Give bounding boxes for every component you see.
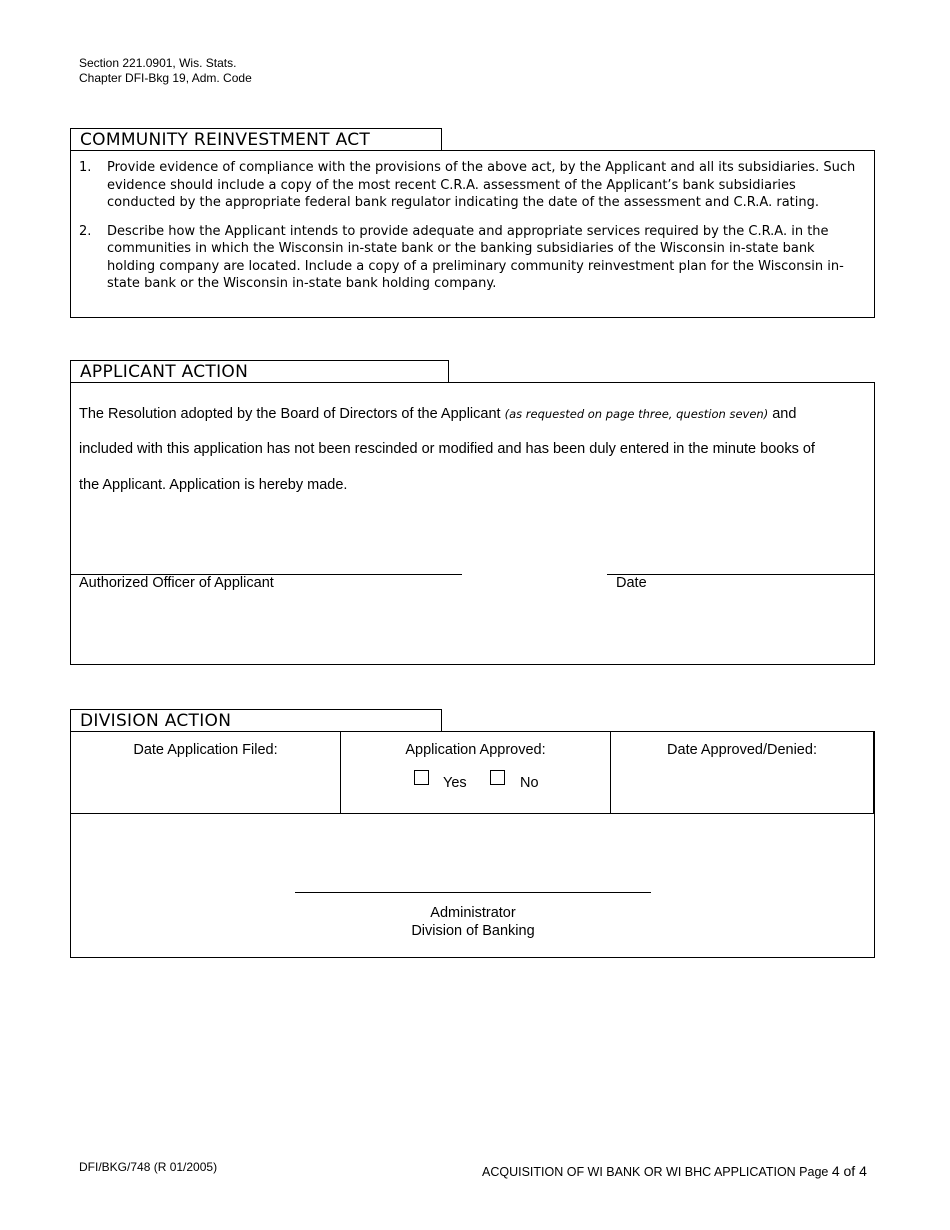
statute-line-2: Chapter DFI-Bkg 19, Adm. Code bbox=[79, 71, 252, 85]
item-number: 2. bbox=[79, 223, 92, 239]
statement-text: and bbox=[772, 406, 797, 422]
yes-label: Yes bbox=[443, 775, 467, 791]
approval-label: Application Approved: bbox=[405, 742, 546, 758]
statement-text: The Resolution adopted by the Board of Directors of the Applicant bbox=[79, 406, 501, 422]
date-filed-label: Date Application Filed: bbox=[133, 742, 278, 758]
date-signature-line[interactable] bbox=[607, 574, 875, 575]
no-checkbox[interactable] bbox=[490, 770, 505, 785]
statute-line-1: Section 221.0901, Wis. Stats. bbox=[79, 56, 237, 70]
applicant-statement-line-3: the Applicant. Application is hereby made. bbox=[79, 477, 348, 493]
officer-label: Authorized Officer of Applicant bbox=[79, 575, 274, 591]
item-text: Provide evidence of compliance with the provisions of the above act, by the Applicant and all its subsidiaries. Such evidence should include a copy of the most recent C.R.A. assessment of the Applicant’s bank subsidiaries conducted by the appropriate federal bank regulator indicating the date of the assessment and C.R.A. rating. bbox=[107, 160, 856, 210]
form-footer-title bbox=[482, 1163, 867, 1179]
applicant-action-title: APPLICANT ACTION bbox=[70, 360, 449, 383]
list-item bbox=[79, 223, 859, 293]
cra-section-title: COMMUNITY REINVESTMENT ACT bbox=[70, 128, 442, 151]
page-number: 4 of 4 bbox=[831, 1163, 867, 1179]
date-decided-cell[interactable] bbox=[611, 731, 874, 813]
division-action-title: DIVISION ACTION bbox=[70, 709, 442, 732]
administrator-block bbox=[295, 904, 651, 940]
list-item bbox=[79, 159, 859, 212]
date-filed-cell[interactable] bbox=[71, 731, 341, 813]
date-label: Date bbox=[616, 575, 647, 591]
applicant-statement-line-1 bbox=[79, 406, 869, 422]
item-text: Describe how the Applicant intends to provide adequate and appropriate services required by the C.R.A. in the communities in which the Wisconsin in-state bank or the banking subsidiaries of the Wisconsin in-state bank holding company are located. Include a copy of a preliminary community reinvestment plan for the Wisconsin in-state bank or the Wisconsin in-state bank holding company. bbox=[107, 223, 844, 291]
yes-checkbox[interactable] bbox=[414, 770, 429, 785]
item-number: 1. bbox=[79, 160, 92, 175]
date-decided-label: Date Approved/Denied: bbox=[667, 742, 817, 758]
applicant-action-box bbox=[70, 382, 875, 665]
administrator-title: Administrator bbox=[430, 905, 516, 921]
statute-reference bbox=[79, 56, 252, 86]
division-row-divider bbox=[70, 813, 875, 814]
applicant-statement-line-2: included with this application has not been rescinded or modified and has been duly entered in the minute books of bbox=[79, 441, 815, 457]
form-title: ACQUISITION OF WI BANK OR WI BHC APPLICATION Page bbox=[482, 1165, 829, 1179]
cra-requirements-list bbox=[79, 159, 859, 304]
form-id: DFI/BKG/748 (R 01/2005) bbox=[79, 1160, 218, 1174]
reference-note: (as requested on page three, question seven) bbox=[504, 407, 769, 421]
division-name: Division of Banking bbox=[411, 923, 535, 939]
approval-cell bbox=[341, 731, 611, 813]
no-label: No bbox=[520, 775, 539, 791]
administrator-signature-line[interactable] bbox=[295, 892, 651, 893]
